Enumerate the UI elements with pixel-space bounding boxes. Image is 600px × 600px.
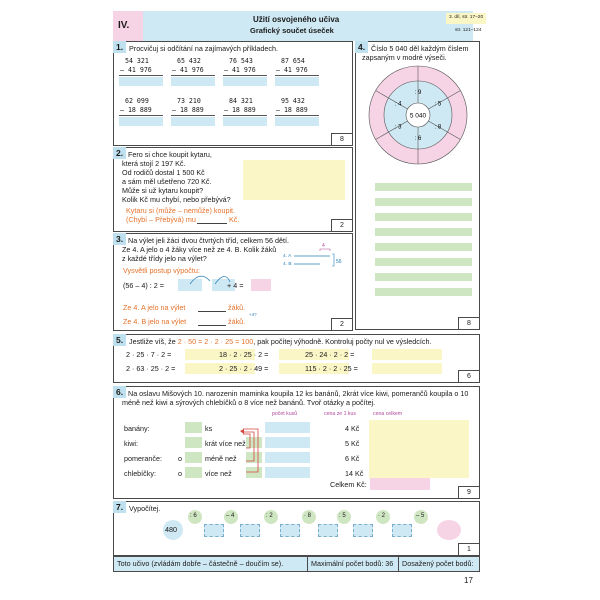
chain-result[interactable] — [353, 524, 373, 537]
row-price: 14 Kč — [345, 469, 364, 478]
task-2-line: Fero si chce koupit kytaru, — [128, 150, 212, 159]
chain-op-label: · 8 — [304, 513, 312, 519]
row-relation: krát více než — [205, 439, 246, 448]
task-2-line: Kolik Kč mu chybí, nebo přebývá? — [122, 195, 231, 204]
row-count-answer[interactable] — [265, 437, 310, 448]
task-5-expression: 2 · 63 · 25 · 2 = — [126, 364, 176, 373]
minuend: 54 321 — [125, 57, 149, 65]
row-count-answer[interactable] — [265, 422, 310, 433]
row-price: 4 Kč — [345, 424, 360, 433]
task-2-workspace — [243, 160, 345, 200]
chain-result[interactable] — [280, 524, 300, 537]
task-4-answer-line[interactable] — [375, 258, 472, 266]
wheel-divisor: : 6 — [414, 136, 422, 142]
task-6-line-1: Na oslavu Mišových 10. narozenin maminka koupila 12 ks banánů, 2krát více kiwi, pomerančů koupila o 10 — [128, 389, 469, 398]
task-2-number: 2. — [113, 147, 126, 159]
ref-line-1: 3. díl, str. 17–20 — [449, 15, 484, 20]
subtrahend: – 41 976 — [224, 66, 256, 74]
answer-box[interactable] — [171, 117, 215, 126]
task-7-text: Vypočítej. — [129, 504, 161, 513]
answer-box[interactable] — [223, 77, 267, 86]
row-count-box[interactable] — [185, 467, 202, 478]
footer-divider-1 — [307, 557, 308, 571]
chain-op-label: · 2 — [378, 513, 386, 519]
subtrahend: – 18 889 — [276, 106, 308, 114]
chain-result[interactable] — [240, 524, 260, 537]
header-subtitle: Grafický součet úseček — [250, 26, 334, 35]
ref-line-2: str. 121–124 — [455, 28, 482, 33]
task-4-number: 4. — [355, 41, 368, 53]
task-5-answer[interactable] — [372, 363, 442, 374]
subtrahend: – 18 889 — [120, 106, 152, 114]
task-3-result-a: Ze 4. A jelo na výlet — [123, 303, 186, 312]
task-3-line-1: Na výlet jeli žáci dvou čtvrtých tříd, celkem 56 dětí. — [128, 236, 289, 245]
task-3-blank-a[interactable] — [198, 311, 226, 312]
sum-line — [223, 75, 267, 76]
chain-op-label: : 2 — [266, 513, 273, 519]
total-box[interactable] — [370, 478, 430, 490]
task-5-answer[interactable] — [372, 349, 442, 360]
subtrahend: – 41 976 — [120, 66, 152, 74]
task-1-text: Procvičuj si odčítání na zajímavých příkladech. — [129, 44, 279, 53]
chain-final[interactable] — [437, 520, 461, 540]
row-count-box[interactable] — [185, 422, 202, 433]
task-5-expression: 18 · 2 · 25 · 2 = — [219, 350, 269, 359]
footer-topic: Toto učivo (zvládám dobře – částečně – doučím se). — [117, 559, 284, 568]
task-1-number: 1. — [113, 41, 126, 53]
minuend: 62 099 — [125, 97, 149, 105]
minuend: 65 432 — [177, 57, 201, 65]
minuend: 84 321 — [229, 97, 253, 105]
row-label: kiwi: — [124, 439, 138, 448]
col-count-header: počet kusů — [272, 411, 298, 417]
chain-result[interactable] — [392, 524, 412, 537]
minuend: 87 654 — [281, 57, 305, 65]
task-5-text-after: , pak počítej výhodně. Kontroluj počty nul ve výsledcích. — [253, 337, 432, 346]
sum-line — [119, 75, 163, 76]
chain-op-label: : 5 — [339, 513, 346, 519]
task-3-box-3[interactable] — [251, 279, 271, 291]
task-5-expression: 115 · 2 · 2 · 25 = — [305, 364, 358, 373]
task-3-points: 2 — [331, 318, 353, 331]
task-5-number: 5. — [113, 334, 126, 346]
row-count-box[interactable] — [185, 452, 202, 463]
subtrahend: – 18 889 — [172, 106, 204, 114]
chain-op-label: – 5 — [416, 513, 425, 519]
task-3-plus: + 4 = — [227, 281, 244, 290]
wheel-center: 5 040 — [409, 112, 427, 120]
row-count-box[interactable] — [185, 437, 202, 448]
row-label: pomeranče: — [124, 454, 162, 463]
footer-divider-2 — [398, 557, 399, 571]
minuend: 76 543 — [229, 57, 253, 65]
footer-max-points: Maximální počet bodů: 36 — [311, 559, 394, 568]
task-5-expression: 2 · 25 · 2 · 49 = — [219, 364, 269, 373]
task-2-line: a sám měl ušetřeno 720 Kč. — [122, 177, 212, 186]
wheel-divisor: : 5 — [434, 101, 442, 108]
diagram-diff: 4 — [322, 243, 325, 249]
task-6-workspace — [369, 420, 469, 478]
row-price: 5 Kč — [345, 439, 360, 448]
minuend: 73 210 — [177, 97, 201, 105]
task-3-pupils-b: žáků. — [228, 317, 246, 326]
unit-label: IV. — [118, 20, 130, 31]
diagram-total: 56 — [336, 259, 342, 265]
answer-box[interactable] — [275, 117, 319, 126]
task-5-highlight: 2 · 50 = 2 · 2 · 25 = 100 — [177, 337, 254, 346]
chain-op-label: – 4 — [226, 513, 235, 519]
task-6-line-2: méně než kiwi a sýrových chlebíčků o 8 více než banánů. Tvoř otázky a počítej. — [122, 398, 376, 407]
task-2-line: která stojí 2 197 Kč. — [122, 159, 186, 168]
col-total-header: cena celkem — [373, 411, 403, 417]
sum-line — [275, 115, 319, 116]
task-5-expression: 25 · 24 · 2 · 2 = — [305, 350, 355, 359]
minuend: 95 432 — [281, 97, 305, 105]
task-2-line: Může si už kytaru koupit? — [122, 186, 204, 195]
wheel-divisor: : 3 — [394, 124, 402, 131]
row-relation: méně než — [205, 454, 237, 463]
row-relation: více než — [205, 469, 232, 478]
task-7-points: 1 — [458, 543, 480, 556]
answer-box[interactable] — [119, 77, 163, 86]
task-4-answer-line[interactable] — [375, 228, 472, 236]
task-4-answer-line[interactable] — [375, 198, 472, 206]
task-3-result-b: Ze 4. B jelo na výlet — [123, 317, 187, 326]
subtrahend: – 18 889 — [224, 106, 256, 114]
answer-box[interactable] — [119, 117, 163, 126]
task-3-expression: (56 – 4) : 2 = — [123, 281, 164, 290]
task-2-answer-1: Kytaru si (může – nemůže) koupit. — [126, 206, 236, 215]
row-relation: ks — [205, 424, 213, 433]
sum-line — [275, 75, 319, 76]
header-title: Užití osvojeného učiva — [253, 15, 340, 24]
chain-result[interactable] — [204, 524, 224, 537]
task-4-answer-line[interactable] — [375, 213, 472, 221]
diagram-label-a: 4. A — [283, 254, 292, 259]
row-count-answer[interactable] — [265, 467, 310, 478]
task-4-points: 8 — [458, 317, 480, 330]
task-2-unit: Kč. — [229, 215, 240, 224]
task-3-number: 3. — [113, 233, 126, 245]
answer-box[interactable] — [223, 117, 267, 126]
sum-line — [171, 75, 215, 76]
row-label: banány: — [124, 424, 150, 433]
task-4-line-2: zapsaným v modré výseči. — [362, 53, 447, 62]
chain-start-value: 480 — [165, 525, 177, 534]
page-number: 17 — [464, 576, 473, 585]
row-prefix: o — [178, 469, 182, 478]
row-prefix: o — [178, 454, 182, 463]
task-6-arrows — [238, 426, 262, 474]
wheel-divisor: : 8 — [434, 124, 442, 131]
diagram-label-b: 4. B — [283, 262, 292, 267]
task-4-line-1: Číslo 5 040 děl každým číslem — [371, 44, 469, 53]
task-3-line-2: Ze 4. A jelo o 4 žáky více než ze 4. B. Kolik žáků — [122, 245, 277, 254]
chain-result[interactable] — [318, 524, 338, 537]
task-3-pupils-a: žáků. — [228, 303, 246, 312]
segment-diagram — [290, 243, 350, 271]
footer-got-points: Dosažený počet bodů: — [402, 559, 474, 568]
col-price-header: cena ze 1 kus — [324, 411, 357, 417]
task-5-intro — [129, 337, 431, 346]
task-6-points: 9 — [458, 486, 480, 499]
row-label: chlebíčky: — [124, 469, 156, 478]
row-count-answer[interactable] — [265, 452, 310, 463]
task-4-answer-line[interactable] — [375, 183, 472, 191]
task-4-answer-line[interactable] — [375, 243, 472, 251]
row-price: 6 Kč — [345, 454, 360, 463]
sum-line — [119, 115, 163, 116]
sum-line — [223, 115, 267, 116]
answer-box[interactable] — [275, 77, 319, 86]
task-2-points: 2 — [331, 219, 353, 232]
task-7-number: 7. — [113, 501, 126, 513]
subtrahend: – 41 976 — [276, 66, 308, 74]
division-wheel — [368, 65, 468, 165]
answer-box[interactable] — [171, 77, 215, 86]
sum-line — [171, 115, 215, 116]
task-3-line-3: z každé třídy jelo na výlet? — [122, 254, 207, 263]
subtrahend: – 41 976 — [172, 66, 204, 74]
task-2-answer-blank[interactable] — [197, 223, 227, 224]
task-5-points: 6 — [458, 370, 480, 383]
chain-op-label: : 6 — [190, 513, 197, 519]
task-5-expression: 2 · 25 · 7 · 2 = — [126, 350, 172, 359]
task-2-line: Od rodičů dostal 1 500 Kč — [122, 168, 205, 177]
total-label: Celkem Kč: — [330, 480, 367, 489]
task-6-number: 6. — [113, 386, 126, 398]
task-5-text-before: Jestliže víš, že — [129, 337, 176, 346]
wheel-divisor: : 4 — [394, 101, 402, 108]
task-2-answer-2: (Chybí – Přebývá) mu — [126, 215, 196, 224]
task-3-blank-b[interactable] — [198, 325, 226, 326]
task-1-points: 8 — [331, 133, 353, 146]
task-3-explain: Vysvětli postup výpočtu: — [123, 266, 200, 275]
wheel-divisor: : 9 — [414, 90, 422, 96]
task-4-answer-line[interactable] — [375, 288, 472, 296]
task-3-hint: +4? — [249, 312, 257, 317]
task-4-answer-line[interactable] — [375, 273, 472, 281]
